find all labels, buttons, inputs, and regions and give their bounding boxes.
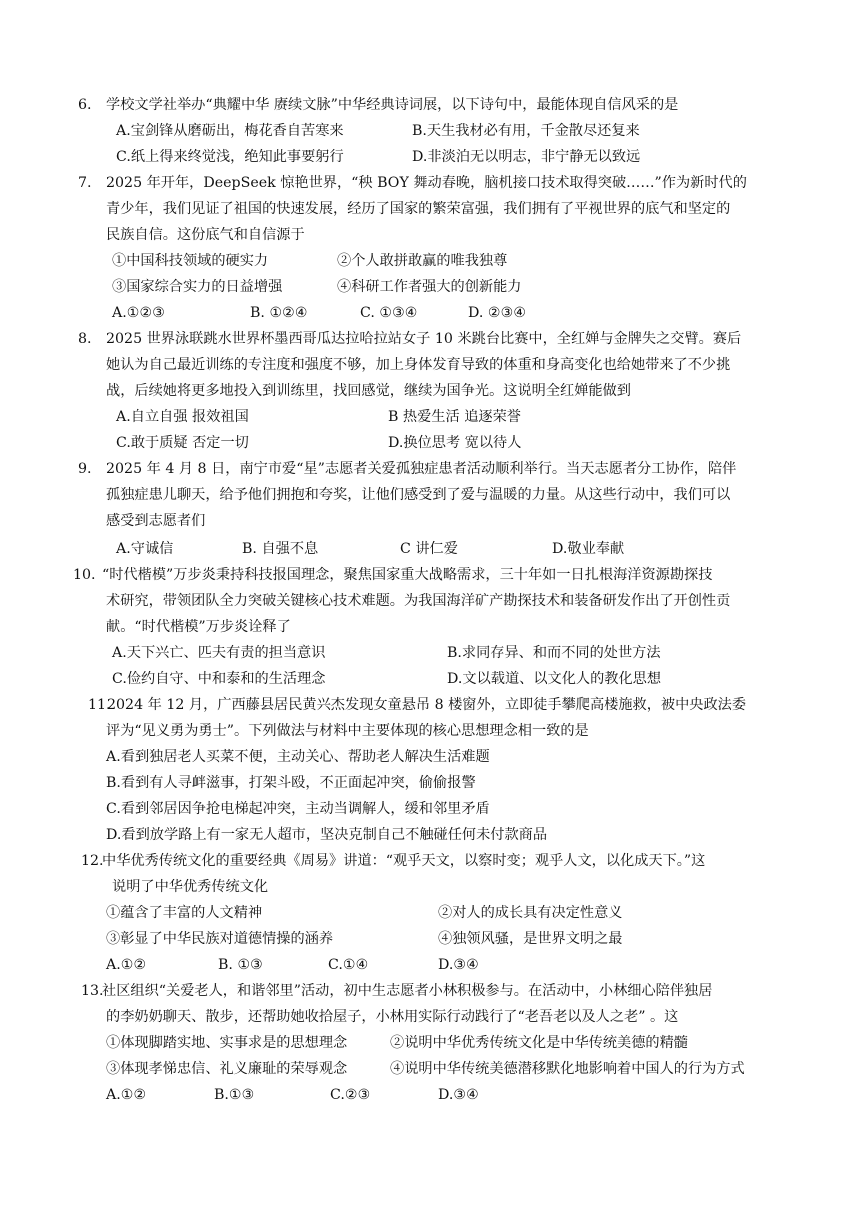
question-10-stem-line-3: 献。“时代楷模”万步炎诠释了 (106, 619, 291, 635)
question-13-statement-2: ②说明中华优秀传统文化是中华传统美德的精髓 (390, 1035, 688, 1051)
question-10-stem-line-2: 术研究，带领团队全力突破关键核心技术难题。为我国海洋矿产勘探技术和装备研发作出了开创性贡 (106, 593, 731, 609)
question-8-number: 8. (78, 331, 92, 347)
question-11-number: 11. (88, 697, 111, 713)
question-13-option-d: D.③④ (438, 1087, 479, 1103)
question-8-option-b: B 热爱生活 追逐荣誉 (388, 409, 521, 425)
question-10-option-d: D.文以载道、以文化人的教化思想 (447, 671, 662, 687)
question-10-option-c: C.俭约自守、中和泰和的生活理念 (112, 671, 326, 687)
question-12-statement-3: ③彰显了中华民族对道德情操的涵养 (106, 931, 334, 947)
question-7-statement-2: ②个人敢拼敢赢的唯我独尊 (337, 253, 508, 269)
question-8-option-c: C.敢于质疑 否定一切 (116, 435, 249, 451)
question-6-stem: 学校文学社举办“典耀中华 赓续文脉”中华经典诗词展，以下诗句中，最能体现自信风采的是 (106, 97, 679, 113)
question-12-statement-2: ②对人的成长具有决定性意义 (438, 905, 623, 921)
question-7-statement-4: ④科研工作者强大的创新能力 (337, 279, 522, 295)
question-9-stem-line-1: 2025 年 4 月 8 日，南宁市爱“星”志愿者关爱孤独症患者活动顺利举行。当天志愿者分工协作，陪伴 (106, 461, 737, 477)
question-13-option-b: B.①③ (214, 1087, 255, 1103)
question-8-stem-line-3: 战，后续她将更多地投入到训练里，找回感觉，继续为国争光。这说明全红婵能做到 (106, 383, 631, 399)
question-6-option-d: D.非淡泊无以明志，非宁静无以致远 (412, 149, 641, 165)
question-7-option-b: B. ①②④ (250, 305, 308, 321)
question-11-option-d: D.看到放学路上有一家无人超市，坚决克制自己不触碰任何未付款商品 (106, 827, 548, 843)
question-13-stem-line-1: 社区组织“关爱老人，和谐邻里”活动，初中生志愿者小林积极参与。在活动中，小林细心陪伴独居 (102, 983, 713, 999)
question-13-statement-4: ④说明中华传统美德潜移默化地影响着中国人的行为方式 (390, 1061, 745, 1077)
question-12-option-b: B. ①③ (218, 957, 263, 973)
question-6-option-a: A.宝剑锋从磨砺出，梅花香自苦寒来 (116, 123, 344, 139)
question-10-option-a: A.天下兴亡、匹夫有责的担当意识 (112, 645, 326, 661)
question-12-option-c: C.①④ (328, 957, 369, 973)
question-6-option-c: C.纸上得来终觉浅，绝知此事要躬行 (116, 149, 344, 165)
question-12-statement-1: ①蕴含了丰富的人文精神 (106, 905, 263, 921)
question-13-statement-1: ①体现脚踏实地、实事求是的思想理念 (106, 1035, 348, 1051)
question-7-stem-line-1: 2025 年开年，DeepSeek 惊艳世界，“秧 BOY 舞动春晚，脑机接口技术取得突破……”作为新时代的 (106, 175, 747, 191)
question-7-number: 7. (78, 175, 92, 191)
question-9-option-d: D.敬业奉献 (552, 541, 625, 557)
question-13-statement-3: ③体现孝悌忠信、礼义廉耻的荣辱观念 (106, 1061, 348, 1077)
question-9-number: 9. (78, 461, 92, 477)
question-6-option-b: B.天生我材必有用，千金散尽还复来 (412, 123, 640, 139)
question-11-option-a: A.看到独居老人买菜不便，主动关心、帮助老人解决生活难题 (106, 749, 490, 765)
question-9-option-c: C 讲仁爱 (400, 541, 458, 557)
question-11-option-c: C.看到邻居因争抢电梯起冲突，主动当调解人，缓和邻里矛盾 (106, 801, 490, 817)
question-10-option-b: B.求同存异、和而不同的处世方法 (447, 645, 661, 661)
question-8-stem-line-2: 她认为自己最近训练的专注度和强度不够，加上身体发育导致的体重和身高变化也给她带来了不少挑 (106, 357, 731, 373)
question-12-statement-4: ④独领风骚，是世界文明之最 (438, 931, 623, 947)
question-11-stem-line-1: 2024 年 12 月，广西藤县居民黄兴杰发现女童悬吊 8 楼窗外，立即徒手攀爬高楼施救，被中央政法委 (107, 697, 747, 713)
question-8-stem-line-1: 2025 世界泳联跳水世界杯墨西哥瓜达拉哈拉站女子 10 米跳台比赛中，全红婵与金牌失之交臂。赛后 (106, 331, 742, 347)
question-12-option-a: A.①② (106, 957, 147, 973)
question-7-stem-line-3: 民族自信。这份底气和自信源于 (106, 227, 305, 243)
question-8-option-a: A.自立自强 报效祖国 (116, 409, 249, 425)
question-9-stem-line-3: 感受到志愿者们 (106, 513, 206, 529)
question-8-option-d: D.换位思考 宽以待人 (388, 435, 522, 451)
question-11-option-b: B.看到有人寻衅滋事，打架斗殴，不正面起冲突，偷偷报警 (106, 775, 476, 791)
question-6-number: 6. (78, 97, 92, 113)
question-9-option-a: A.守诚信 (116, 541, 174, 557)
question-12-number: 12. (81, 853, 104, 869)
question-9-option-b: B. 自强不息 (242, 541, 319, 557)
question-7-statement-3: ③国家综合实力的日益增强 (112, 279, 283, 295)
question-12-stem-line-2: 说明了中华优秀传统文化 (112, 879, 269, 895)
question-9-stem-line-2: 孤独症患儿聊天，给予他们拥抱和夸奖，让他们感受到了爱与温暖的力量。从这些行动中，我们可以 (106, 487, 731, 503)
question-12-option-d: D.③④ (438, 957, 479, 973)
question-10-stem-line-1: “时代楷模”万步炎秉持科技报国理念，聚焦国家重大战略需求，三十年如一日扎根海洋资源勘探技 (102, 567, 713, 583)
question-13-option-c: C.②③ (330, 1087, 371, 1103)
question-10-number: 10. (73, 567, 96, 583)
question-7-statement-1: ①中国科技领域的硬实力 (112, 253, 269, 269)
question-12-stem-line-1: 中华优秀传统文化的重要经典《周易》讲道：“观乎天文，以察时变；观乎人文，以化成天下。”这 (102, 853, 706, 869)
question-11-stem-line-2: 评为“见义勇为勇士”。下列做法与材料中主要体现的核心思想理念相一致的是 (106, 723, 589, 739)
question-7-option-d: D. ②③④ (468, 305, 527, 321)
question-7-option-a: A.①②③ (112, 305, 165, 321)
question-7-stem-line-2: 青少年，我们见证了祖国的快速发展，经历了国家的繁荣富强，我们拥有了平视世界的底气和坚定的 (106, 201, 731, 217)
question-7-option-c: C. ①③④ (360, 305, 418, 321)
question-13-number: 13. (81, 983, 104, 999)
question-13-option-a: A.①② (106, 1087, 147, 1103)
question-13-stem-line-2: 的李奶奶聊天、散步，还帮助她收拾屋子，小林用实际行动践行了“老吾老以及人之老” 。这 (106, 1009, 679, 1025)
